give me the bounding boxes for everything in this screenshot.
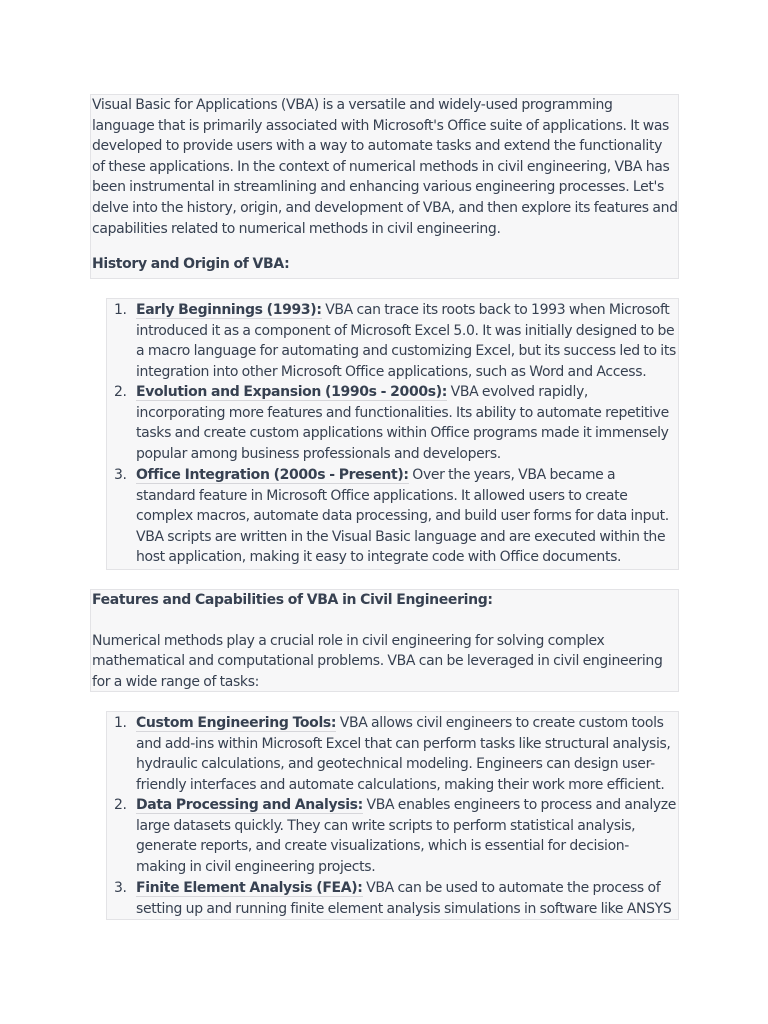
list-item: [107, 795, 678, 878]
history-heading: History and Origin of VBA:: [92, 256, 290, 272]
list-item-title: Data Processing and Analysis:: [136, 797, 363, 813]
list-number: 1.: [114, 715, 127, 731]
features-list-block: [106, 711, 679, 920]
features-list: [107, 713, 678, 920]
list-item-text: VBA can trace its roots back to 1993 when Microsoft introduced it as a component of Microsoft Excel 5.0. It was initially designed to be a macro language for automating and customizing Excel, but its success led to its integration into other Microsoft Office applications, such as Word and Access.: [136, 302, 676, 380]
list-item-text: VBA evolved rapidly, incorporating more features and functionalities. Its ability to automate repetitive tasks and create custom applications within Office programs made it immensely popular among business professionals and developers.: [136, 384, 669, 462]
list-item-text: VBA enables engineers to process and analyze large datasets quickly. They can write scripts to perform statistical analysis, generate reports, and create visualizations, which is essential for decision-making in civil engineering projects.: [136, 797, 677, 875]
list-item-text: VBA allows civil engineers to create custom tools and add-ins within Microsoft Excel that can perform tasks like structural analysis, hydraulic calculations, and geotechnical modeling. Engineers can design user-friendly interfaces and automate calculations, making their work more efficient.: [136, 715, 671, 793]
intro-paragraph: Visual Basic for Applications (VBA) is a versatile and widely-used programming language that is primarily associated with Microsoft's Office suite of applications. It was developed to provide users with a way to automate tasks and extend the functionality of these applications. In the context of numerical methods in civil engineering, VBA has been instrumental in streamlining and enhancing various engineering processes. Let's delve into the history, origin, and development of VBA, and then explore its features and capabilities related to numerical methods in civil engineering.: [92, 97, 678, 237]
list-item-title: Early Beginnings (1993):: [136, 302, 322, 318]
list-item: [107, 713, 678, 795]
list-item-title: Custom Engineering Tools:: [136, 715, 337, 731]
list-item: [107, 878, 678, 920]
list-item-text: VBA can be used to automate the process of setting up and running finite element analysis simulations in software like ANSYS: [136, 880, 672, 917]
features-block: [90, 589, 679, 692]
features-heading: Features and Capabilities of VBA in Civil Engineering:: [92, 592, 493, 608]
list-item: [107, 382, 678, 465]
list-number: 3.: [114, 467, 127, 483]
list-item: [107, 300, 678, 382]
list-number: 1.: [114, 302, 127, 318]
history-list-block: [106, 298, 679, 570]
list-item-title: Finite Element Analysis (FEA):: [136, 880, 363, 896]
list-item-text: Over the years, VBA became a standard feature in Microsoft Office applications. It allowed users to create complex macros, automate data processing, and build user forms for data input. VBA scripts are written in the Visual Basic language and are executed within the host application, making it easy to integrate code with Office documents.: [136, 467, 669, 566]
list-number: 2.: [114, 384, 127, 400]
list-item-title: Evolution and Expansion (1990s - 2000s):: [136, 384, 448, 400]
features-intro: Numerical methods play a crucial role in civil engineering for solving complex mathematical and computational problems. VBA can be leveraged in civil engineering for a wide range of tasks:: [92, 632, 663, 690]
intro-block: [90, 94, 679, 279]
list-item: [107, 465, 678, 569]
list-number: 3.: [114, 880, 127, 896]
list-number: 2.: [114, 797, 127, 813]
list-item-title: Office Integration (2000s - Present):: [136, 467, 409, 483]
history-list: [107, 300, 678, 569]
